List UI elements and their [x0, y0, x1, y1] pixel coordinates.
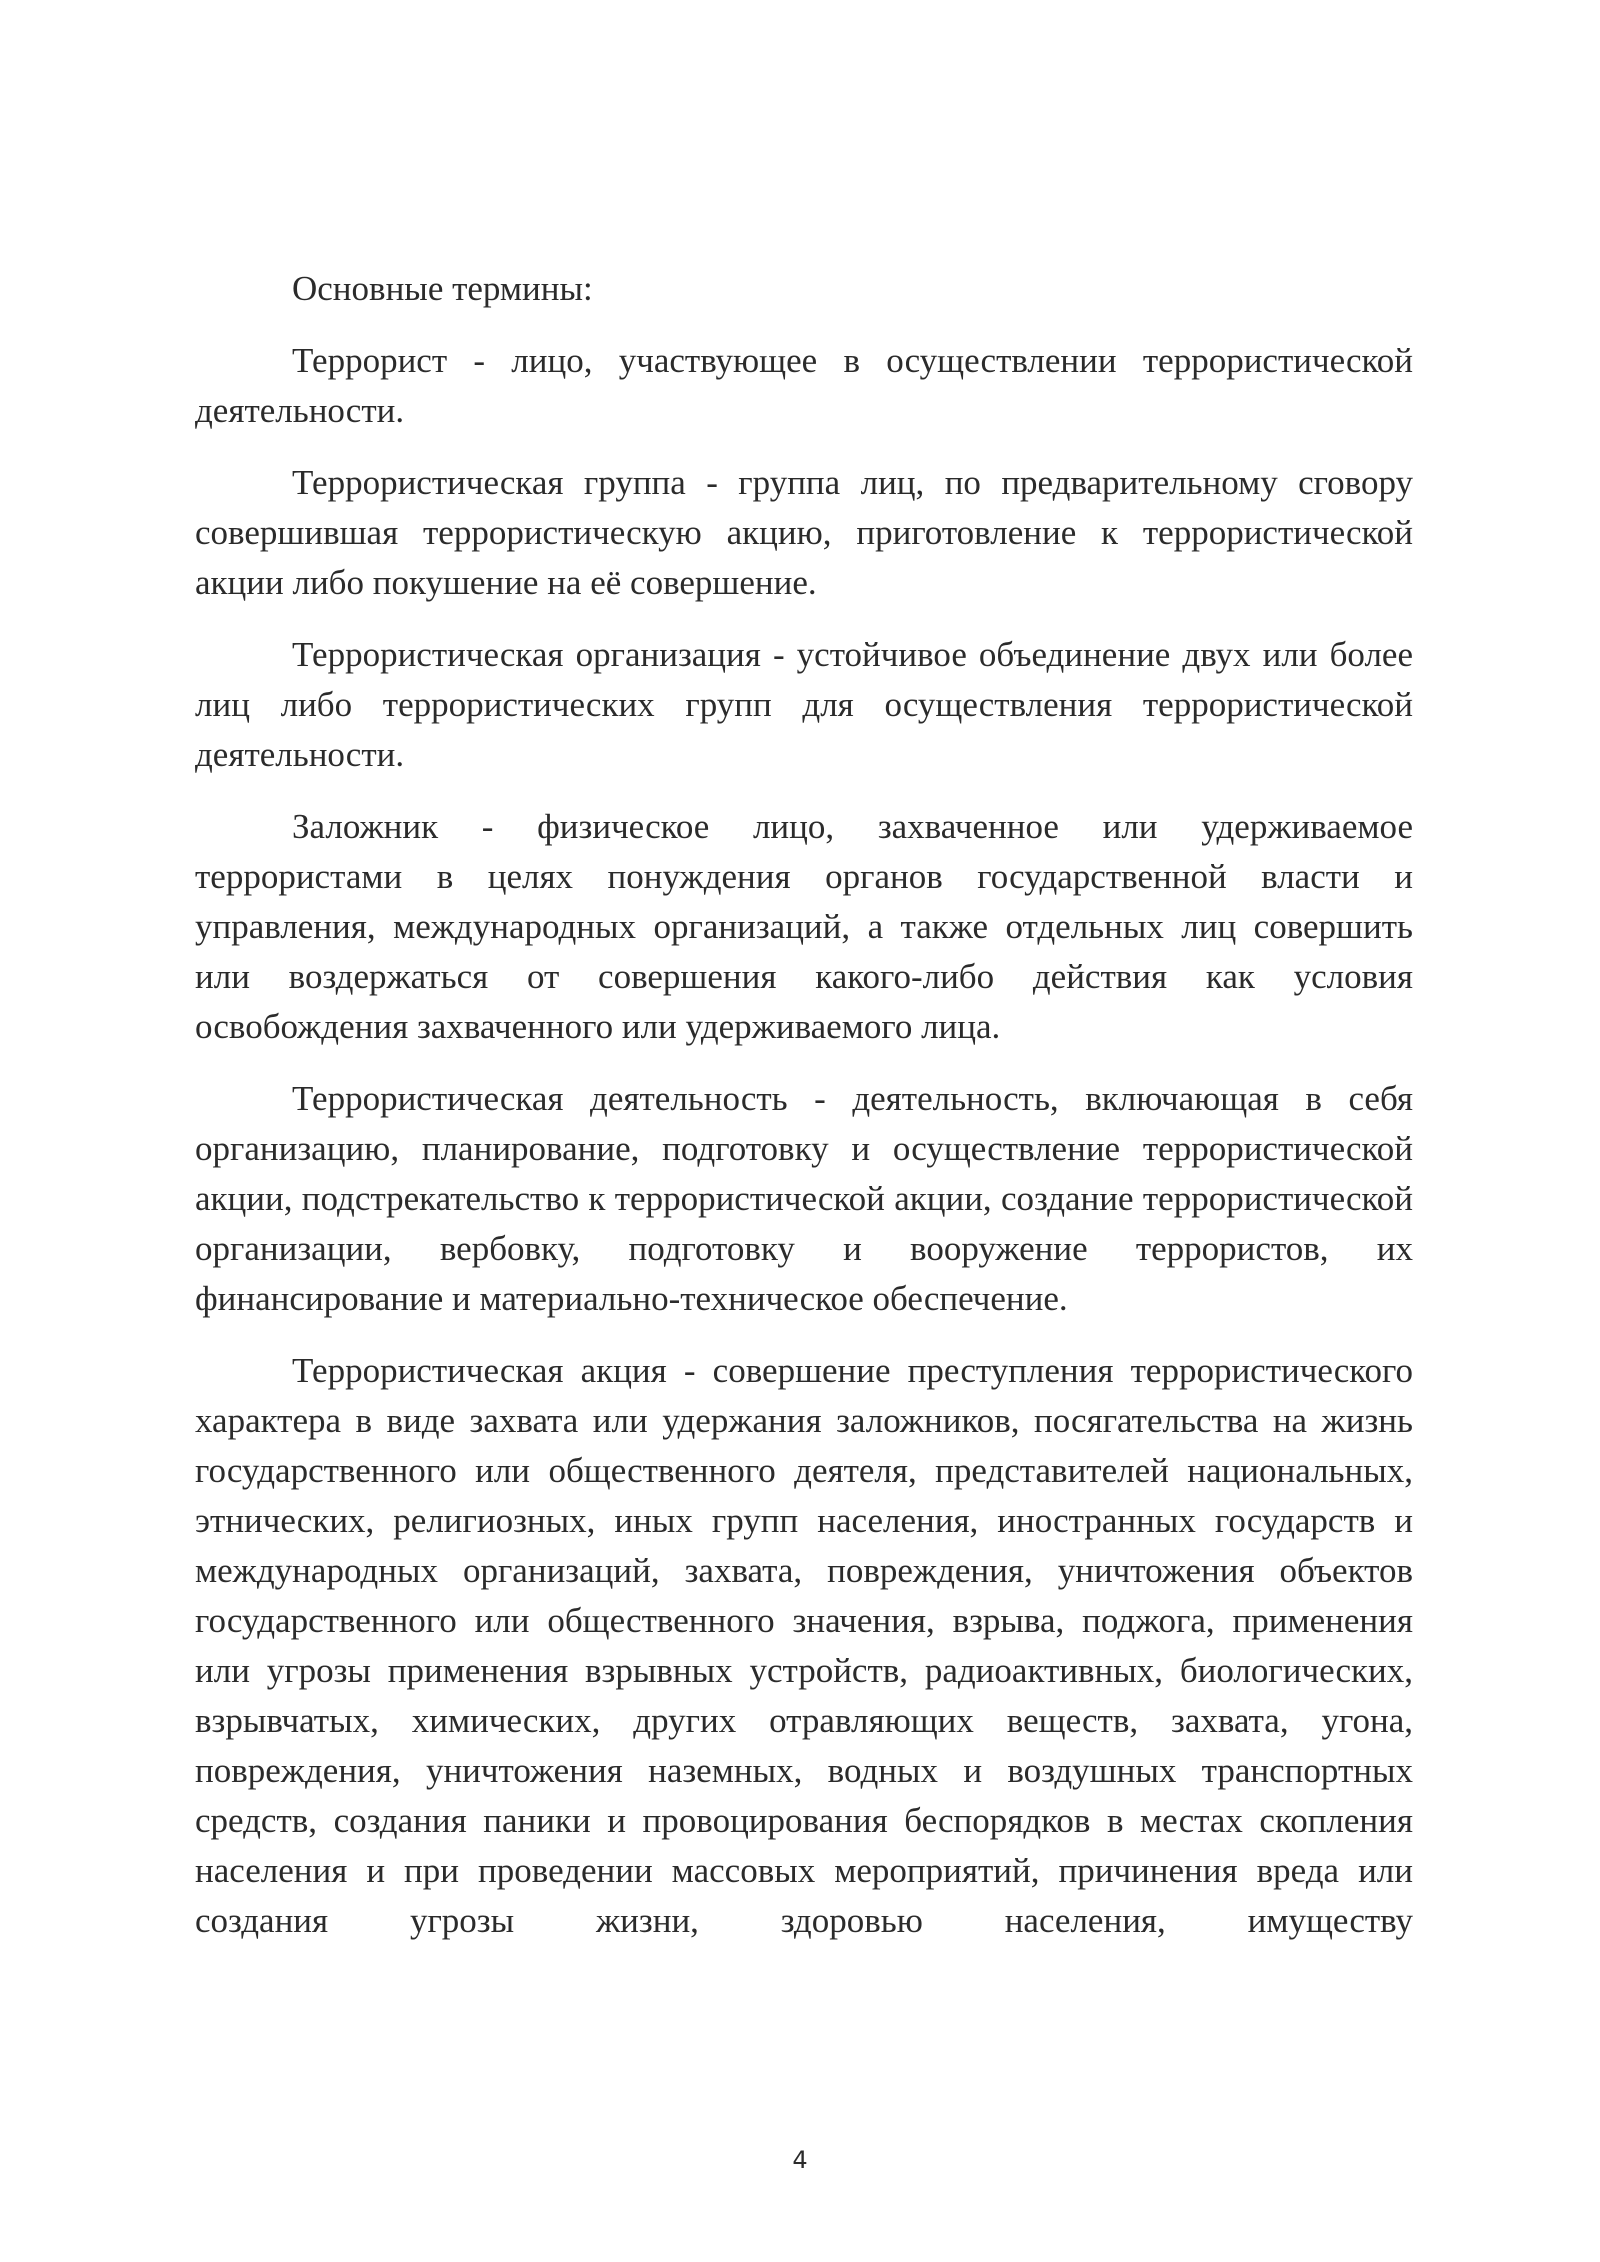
- term-terrorist-group: Террористическая группа - группа лиц, по предварительному сговору совершившая террористическую акцию, приготовление к террористической акции либо покушение на её совершение.: [195, 463, 1413, 602]
- section-heading: Основные термины:: [292, 269, 593, 308]
- term-terrorist-action: Террористическая акция - совершение преступления террористического характера в виде захвата или удержания заложников, посягательства на жизнь государственного или общественного деятеля, представителей национальных, этнических, религиозных, иных групп населения, иностранных государств и международных организаций, захвата, повреждения, уничтожения объектов государственного или общественного значения, взрыва, поджога, применения или угрозы применения взрывных устройств, радиоактивных, биологических, взрывчатых, химических, других отравляющих веществ, захвата, угона, повреждения, уничтожения наземных, водных и воздушных транспортных средств, создания паники и провоцирования беспорядков в местах скопления населения и при проведении массовых мероприятий, причинения вреда или создания угрозы жизни, здоровью населения, имуществу: [195, 1351, 1413, 1940]
- term-hostage: Заложник - физическое лицо, захваченное или удерживаемое террористами в целях понуждения органов государственной власти и управления, международных организаций, а также отдельных лиц совершить или воздержаться от совершения какого-либо действия как условия освобождения захваченного или удерживаемого лица.: [195, 807, 1413, 1046]
- term-terrorist-organization: Террористическая организация - устойчивое объединение двух или более лиц либо террористических групп для осуществления террористической деятельности.: [195, 635, 1413, 774]
- page-number: 4: [792, 2146, 808, 2174]
- document-body: [195, 264, 1413, 1968]
- term-terrorist-activity: Террористическая деятельность - деятельность, включающая в себя организацию, планирование, подготовку и осуществление террористической акции, подстрекательство к террористической акции, создание террористической организации, вербовку, подготовку и вооружение террористов, их финансирование и материально-техническое обеспечение.: [195, 1079, 1413, 1318]
- term-terrorist: Террорист - лицо, участвующее в осуществлении террористической деятельности.: [195, 341, 1413, 430]
